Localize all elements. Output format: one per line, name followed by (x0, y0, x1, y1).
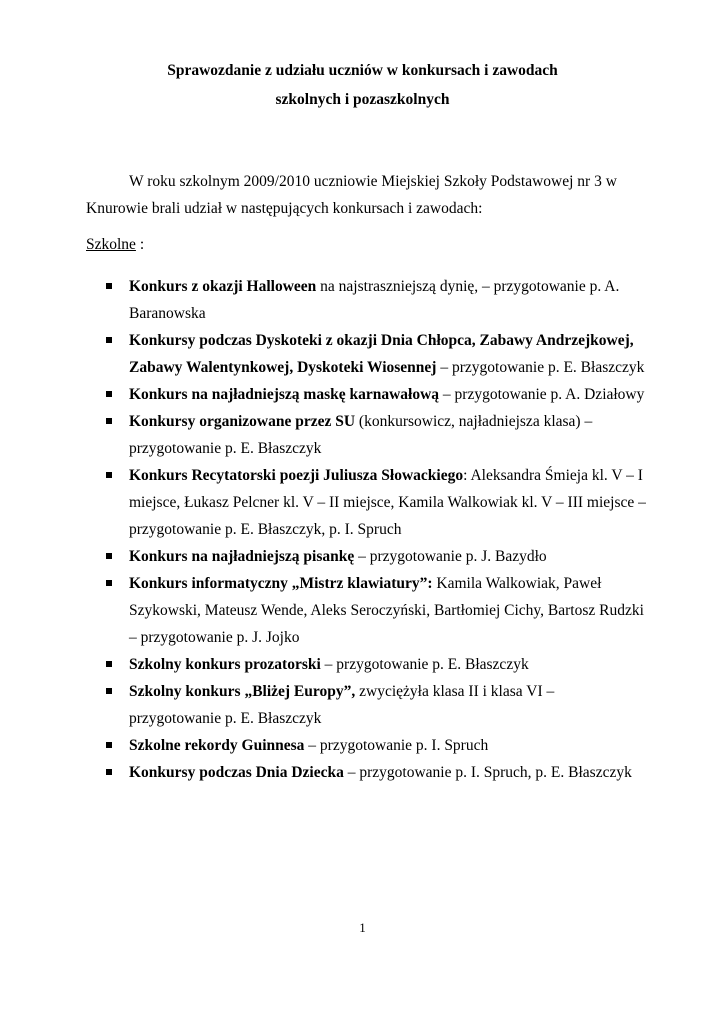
intro-paragraph (86, 168, 646, 222)
item-text: – przygotowanie p. E. Błaszczyk (320, 656, 529, 673)
item-bold-text: Szkolne rekordy Guinnesa (129, 737, 305, 754)
list-item (86, 732, 646, 759)
section-label-szkolne (86, 235, 144, 255)
item-bold-text: Szkolny konkurs prozatorski (129, 656, 321, 673)
item-text: na najstraszniejszą dynię, – przygotowanie p. A. Baranowska (129, 278, 620, 322)
item-bold-text: Konkurs na najładniejszą maskę karnawałową (129, 386, 440, 403)
list-item (86, 273, 646, 327)
item-text: – przygotowanie p. I. Spruch (304, 737, 489, 754)
square-bullet-icon (106, 769, 112, 775)
intro-text: W roku szkolnym 2009/2010 uczniowie Miejskiej Szkoły Podstawowej nr 3 w Knurowie brali udział w następujących konkursach i zawodach: (86, 173, 617, 217)
item-bold-text: Szkolny konkurs „Bliżej Europy”, (129, 683, 356, 700)
item-bold-text: Konkurs z okazji Halloween (129, 278, 317, 295)
item-text: – przygotowanie p. J. Bazydło (354, 548, 547, 565)
square-bullet-icon (106, 742, 112, 748)
square-bullet-icon (106, 580, 112, 586)
item-bold-text: Konkurs na najładniejszą pisankę (129, 548, 355, 565)
square-bullet-icon (106, 472, 112, 478)
square-bullet-icon (106, 661, 112, 667)
list-item (86, 327, 646, 381)
list-item (86, 543, 646, 570)
square-bullet-icon (106, 418, 112, 424)
list-item (86, 381, 646, 408)
square-bullet-icon (106, 337, 112, 343)
section-label-suffix: : (135, 236, 145, 253)
item-text: – przygotowanie p. E. Błaszczyk (436, 359, 645, 376)
item-text: – przygotowanie p. I. Spruch, p. E. Błaszczyk (343, 764, 632, 781)
item-text: Kamila Walkowiak, Paweł Szykowski, Mateusz Wende, Aleks Seroczyński, Bartłomiej Cichy, Bartosz Rudzki – przygotowanie p. J. Jojko (129, 575, 644, 646)
item-text: – przygotowanie p. A. Działowy (439, 386, 645, 403)
list-item (86, 462, 646, 543)
document-title-line-2: szkolnych i pozaszkolnych (275, 91, 450, 108)
square-bullet-icon (106, 553, 112, 559)
list-item (86, 651, 646, 678)
list-item (86, 678, 646, 732)
square-bullet-icon (106, 283, 112, 289)
item-text: : Aleksandra Śmieja kl. V – I miejsce, Łukasz Pelcner kl. V – II miejsce, Kamila Walkowiak kl. V – III miejsce – przygotowanie p. E. Błaszczyk, p. I. Spruch (129, 467, 646, 538)
list-item (86, 570, 646, 651)
item-bold-text: Konkursy organizowane przez SU (129, 413, 356, 430)
contest-list (86, 273, 646, 786)
item-text: zwyciężyła klasa II i klasa VI – przygotowanie p. E. Błaszczyk (129, 683, 555, 727)
square-bullet-icon (106, 391, 112, 397)
page-number: 1 (359, 920, 366, 935)
list-item (86, 408, 646, 462)
item-bold-text: Konkursy podczas Dnia Dziecka (129, 764, 344, 781)
section-label-text: Szkolne (86, 236, 136, 253)
document-title-line-1: Sprawozdanie z udziału uczniów w konkursach i zawodach (167, 62, 558, 79)
square-bullet-icon (106, 688, 112, 694)
item-bold-text: Konkursy podczas Dyskoteki z okazji Dnia Chłopca, Zabawy Andrzejkowej, Zabawy Walentynkowej, Dyskoteki Wiosennej (129, 332, 634, 376)
item-bold-text: Konkurs informatyczny „Mistrz klawiatury”: (129, 575, 433, 592)
item-bold-text: Konkurs Recytatorski poezji Juliusza Słowackiego (129, 467, 464, 484)
item-text: (konkursowicz, najładniejsza klasa) – przygotowanie p. E. Błaszczyk (129, 413, 593, 457)
list-item (86, 759, 646, 786)
